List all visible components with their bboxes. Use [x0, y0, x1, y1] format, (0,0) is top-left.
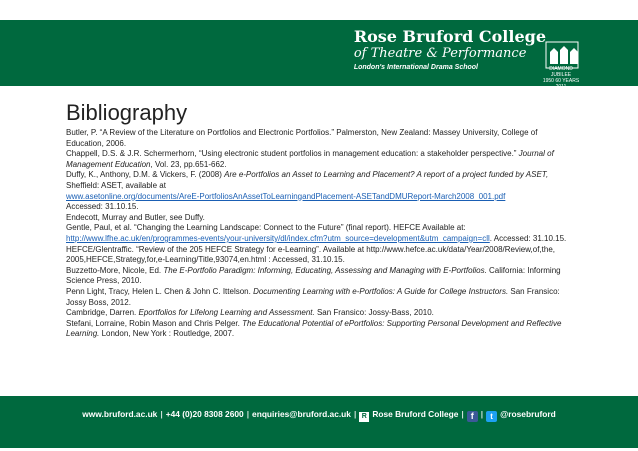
entry-text: Endecott, Murray and Butler, see Duffy.: [66, 212, 205, 222]
separator: |: [246, 409, 250, 419]
separator: |: [480, 409, 484, 419]
bibliography-entry: [66, 170, 571, 191]
entry-text: San Fransico: Jossy-Bass, 2010.: [314, 308, 434, 318]
footer-banner: [0, 396, 638, 448]
separator: |: [353, 409, 357, 419]
separator: |: [160, 409, 163, 419]
page-title: Bibliography: [66, 100, 188, 125]
entry-text: . Accessed: 31.10.15.: [489, 233, 567, 243]
footer-contact: [0, 409, 638, 422]
website-link[interactable]: www.bruford.ac.uk: [82, 409, 158, 419]
entry-text: Penn Light, Tracy, Helen L. Chen & John C. Ittelson.: [66, 286, 254, 296]
entry-text: California: Informing Science Press, 2010.: [66, 265, 561, 286]
bibliography-entry: [66, 149, 571, 170]
entry-text: , Vol. 23, pp.651-662.: [150, 159, 227, 169]
entry-title: Journal of Management Education: [66, 149, 554, 169]
entry-text: Stefani, Lorraine, Robin Mason and Chris Pelger.: [66, 318, 243, 328]
entry-link[interactable]: http://www.lfhe.ac.uk/en/programmes-events/your-university/dl/index.cfm?utm_source=development&utm_campaign=cll: [66, 233, 490, 243]
twitter-handle[interactable]: @rosebruford: [500, 409, 556, 419]
entry-text: Chappell, D.S. & J.R. Schermerhorn, “Using electronic student portfolios in management education: a stakeholder perspective.”: [66, 149, 519, 159]
entry-text: Buzzetto-More, Nicole, Ed.: [66, 265, 164, 275]
jubilee-line: DIAMOND JUBILEE: [549, 66, 573, 78]
twitter-icon[interactable]: t: [486, 411, 497, 422]
bibliography-entry: [66, 245, 571, 266]
rose-bruford-mark-icon: R: [359, 412, 369, 422]
college-logo: [354, 28, 546, 71]
separator: |: [461, 409, 464, 419]
entry-text: Duffy, K., Anthony, D.M. & Vickers, F. (2008): [66, 170, 225, 180]
bibliography-entry: [66, 128, 571, 149]
bibliography-entry: [66, 223, 571, 244]
bibliography-entry: [66, 308, 571, 319]
bibliography-list: [66, 128, 571, 340]
bibliography-entry: [66, 287, 571, 308]
bibliography-entry: [66, 192, 571, 203]
entry-text: Gentle, Paul, et al. “Changing the Learning Landscape: Connect to the Future” (final report). HEFCE Available at:: [66, 223, 466, 233]
entry-title: The E-Portfolio Paradigm: Informing, Educating, Assessing and Managing with E-Portfolios.: [163, 265, 487, 275]
bibliography-entry: [66, 202, 571, 213]
entry-text: Cambridge, Darren.: [66, 308, 139, 318]
entry-text: HEFCE/Glentraffic. “Review of the 205 HEFCE Strategy for e-Learning”. Available at http://www.hefce.ac.uk/data/Year/2008/Review,of,the, 2005,HEFCE,Strategy,for,e-Learning/Title,93074,en.html : Accessed, 31.10.15.: [66, 244, 555, 265]
entry-text: Accessed: 31.10.15.: [66, 202, 139, 212]
bibliography-entry: [66, 266, 571, 287]
college-tagline: London's International Drama School: [353, 64, 479, 71]
entry-title: Eportfolios for Lifelong Learning and Assessment.: [138, 308, 315, 318]
college-name: Rose Bruford College: [353, 27, 546, 46]
entry-title: Are e-Portfolios an Asset to Learning and Placement? A report of a project funded by ASET,: [224, 170, 549, 180]
phone-number: +44 (0)20 8308 2600: [165, 409, 244, 419]
jubilee-text: [540, 66, 582, 90]
entry-title: Documenting Learning with e-Portfolios: A Guide for College Instructors.: [253, 286, 509, 296]
bibliography-entry: [66, 319, 571, 340]
entry-link[interactable]: www.asetonline.org/documents/AreE-PortfoliosAnAssetToLearningandPlacement-ASETandDMUReport-March2008_001.pdf: [66, 191, 506, 201]
college-subtitle: of Theatre & Performance: [353, 46, 527, 61]
facebook-icon[interactable]: f: [467, 411, 478, 422]
entry-text: London, New York : Routledge, 2007.: [99, 329, 235, 339]
entry-text: San Fransico: Jossy Boss, 2012.: [66, 286, 560, 307]
header-banner: [0, 20, 638, 90]
email-link[interactable]: enquiries@bruford.ac.uk: [252, 409, 351, 419]
entry-text: Sheffield: ASET, available at: [66, 180, 166, 190]
college-footer-name: Rose Bruford College: [372, 409, 459, 419]
bibliography-entry: [66, 213, 571, 224]
entry-text: Butler, P. “A Review of the Literature on Portfolios and Electronic Portfolios.” Palmerston, New Zealand: Massey University, College of Education, 2006.: [66, 128, 538, 148]
entry-title: The Educational Potential of ePortfolios: Supporting Personal Development and Reflective Learning.: [66, 318, 562, 339]
jubilee-years: 1950 60 YEARS 2011: [542, 78, 580, 90]
